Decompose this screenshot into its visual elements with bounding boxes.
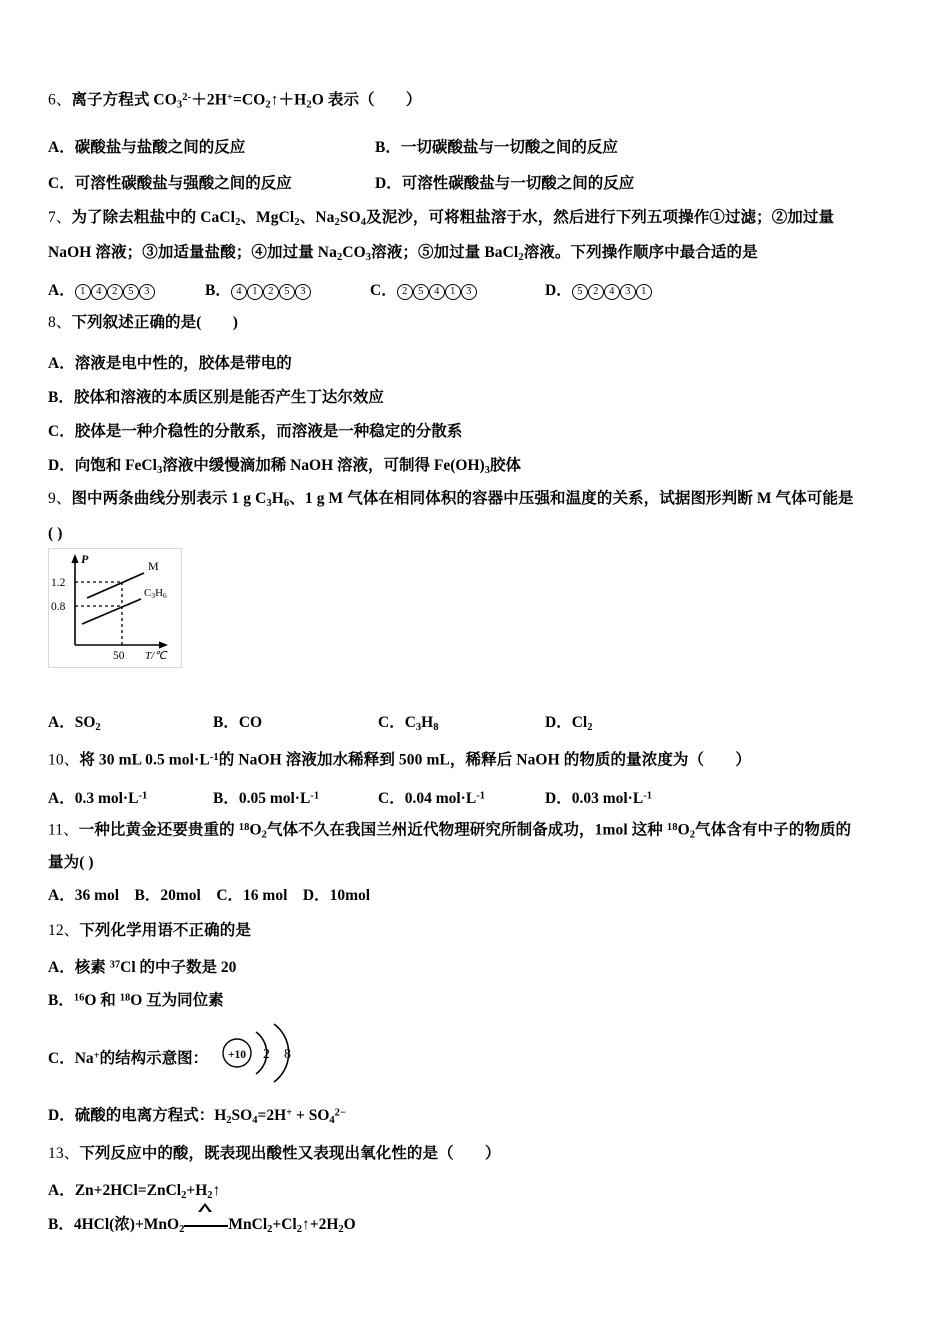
question-6-option-d[interactable] xyxy=(375,171,634,193)
q7-c-seq-4: 1 xyxy=(445,284,461,300)
shell-1-electron-count: 2 xyxy=(263,1047,270,1062)
question-9-stem-line1 xyxy=(48,489,854,514)
heating-condition-icon xyxy=(184,1214,228,1230)
pressure-temperature-chart xyxy=(49,549,179,665)
na-ion-structure-diagram xyxy=(218,1022,308,1082)
q8-opt-d-text-b: 溶液中缓慢滴加稀 NaOH 溶液，可制得 Fe(OH) xyxy=(162,457,485,474)
question-9-option-d[interactable] xyxy=(545,710,592,733)
q12-opt-d-sub3: 4 xyxy=(329,1114,335,1126)
q7-b-seq-5: 3 xyxy=(295,284,311,300)
q7-opt-a-label: A． xyxy=(48,282,75,299)
q9-l1a: 图中两条曲线分别表示 1 g C xyxy=(71,490,267,507)
question-13-option-a[interactable] xyxy=(48,1178,220,1201)
q13-opt-b-text-d: ↑+2H xyxy=(302,1216,339,1233)
q7-sub-cacl2: 2 xyxy=(235,216,241,228)
q10-opt-c-label: C． xyxy=(378,790,405,807)
q7-sub-mgcl2: 2 xyxy=(294,216,300,228)
q13-opt-b-text-a: 4HCl(浓)+MnO xyxy=(73,1216,180,1233)
q10-stem-b: 的 NaOH 溶液加水稀释到 500 mL，稀释后 NaOH 的物质的量浓度为（ ） xyxy=(218,751,751,769)
question-6-option-b[interactable] xyxy=(375,135,618,157)
q9-opt-a-label: A． xyxy=(48,714,75,731)
q7-a-seq-3: 2 xyxy=(107,284,123,300)
q10-opt-b-value: 0.05 mol·L xyxy=(238,790,311,807)
q12-opt-a-text-b: Cl 的中子数是 20 xyxy=(120,959,237,976)
chart-series-label-c3h6: C3H6 xyxy=(144,587,167,600)
q12-opt-d-sub2: 4 xyxy=(252,1114,258,1126)
question-11-stem-line1 xyxy=(48,818,851,845)
q10-opt-a-label: A． xyxy=(48,790,75,807)
question-9-option-b[interactable] xyxy=(213,710,262,732)
q6-opt-b-text: 一切碳酸盐与一切酸之间的反应 xyxy=(400,139,618,156)
q6-sup2: + xyxy=(226,92,233,103)
q6-stem-tail: O 表示（ ） xyxy=(311,91,422,109)
q13-opt-a-sub1: 2 xyxy=(181,1189,187,1201)
q10-opt-c-value: 0.04 mol·L xyxy=(404,790,477,807)
question-10-option-d[interactable] xyxy=(545,786,652,808)
q11-sub-2b: 2 xyxy=(689,829,696,841)
q12-opt-b-text-b: O 互为同位素 xyxy=(130,992,224,1009)
q13-opt-b-text-e: O xyxy=(343,1216,356,1233)
chart-xlabel: T/℃ xyxy=(145,650,167,662)
q9-l1e: 、1 g M 气体在相同体积的容器中压强和温度的关系，试据图形判断 M 气体可能是 xyxy=(289,490,854,507)
q7-l1c: 、Na xyxy=(299,209,335,226)
q7-a-seq-1: 1 xyxy=(75,284,91,300)
q12-opt-d-text-b: SO xyxy=(231,1107,253,1124)
q6-sub2: 2 xyxy=(265,99,271,111)
q8-opt-d-sub-a: 3 xyxy=(156,464,163,476)
q9-sub-c3: 3 xyxy=(266,497,272,509)
question-8-option-c[interactable] xyxy=(48,419,462,441)
question-10-option-a[interactable] xyxy=(48,786,147,808)
q8-opt-d-sub-b: 3 xyxy=(484,464,490,476)
q9-opt-d-label: D． xyxy=(545,714,572,731)
q9-opt-c-sub: 3 xyxy=(415,721,422,733)
q8-opt-a-text: 溶液是电中性的，胶体是带电的 xyxy=(74,355,292,372)
question-12-option-d[interactable] xyxy=(48,1103,346,1126)
question-9-option-a[interactable] xyxy=(48,710,101,733)
question-6-stem xyxy=(48,88,421,115)
q10-opt-d-value: 0.03 mol·L xyxy=(571,790,644,807)
q11-l1d: O xyxy=(677,821,690,839)
q6-stem-mid: ＋2H xyxy=(191,91,227,109)
q12-opt-d-label: D． xyxy=(48,1107,75,1124)
q7-l2a: NaOH 溶液；③加适量盐酸；④加过量 Na xyxy=(48,244,337,261)
question-8-option-d[interactable] xyxy=(48,453,521,476)
question-6-option-a[interactable] xyxy=(48,135,245,157)
q7-d-seq-1: 5 xyxy=(572,284,588,300)
q11-l2: 量为( ) xyxy=(48,854,94,871)
q7-c-seq-3: 4 xyxy=(429,284,445,300)
q7-opt-b-label: B． xyxy=(205,282,231,299)
q11-options-inline: A．36 mol B．20mol C．16 mol D．10mol xyxy=(48,887,371,904)
q13-opt-a-text-c: ↑ xyxy=(212,1182,221,1199)
q10-opt-a-sup: -1 xyxy=(138,790,148,802)
chart-xtick-50: 50 xyxy=(113,650,125,662)
shell-2-electron-count: 8 xyxy=(284,1047,291,1062)
reaction-bar xyxy=(184,1225,228,1227)
q8-opt-d-label: D． xyxy=(48,457,75,474)
q13-opt-a-text-a: Zn+2HCl=ZnCl xyxy=(74,1182,182,1199)
question-11-options-row[interactable] xyxy=(48,886,370,906)
q9-opt-d-formula: Cl xyxy=(571,714,588,731)
triangle-inner-icon xyxy=(201,1206,209,1212)
atom-shell-diagram xyxy=(218,1022,308,1084)
q8-stem-text: 下列叙述正确的是( ) xyxy=(71,314,238,331)
question-8-number: 8、 xyxy=(48,314,72,331)
q12-opt-a-sup: 37 xyxy=(109,959,121,971)
q12-opt-d-sub1: 2 xyxy=(226,1114,232,1126)
q12-opt-d-text-c: =2H xyxy=(257,1107,287,1124)
q8-opt-d-text-a: 向饱和 FeCl xyxy=(74,457,157,474)
question-12-option-a[interactable] xyxy=(48,955,236,977)
q7-b-seq-4: 5 xyxy=(279,284,295,300)
q7-b-seq-2: 1 xyxy=(247,284,263,300)
question-10-option-c[interactable] xyxy=(378,786,485,808)
q11-l1e: 气体含有中子的物质的 xyxy=(695,821,852,839)
q6-opt-c-text: 可溶性碳酸盐与强酸之间的反应 xyxy=(74,175,292,192)
q6-stem-arrow: ↑＋H xyxy=(270,91,307,109)
q8-opt-b-text: 胶体和溶液的本质区别是能否产生丁达尔效应 xyxy=(73,389,384,406)
q7-l1a: 为了除去粗盐中的 CaCl xyxy=(71,209,236,226)
q13-opt-b-sub4: 2 xyxy=(338,1223,344,1235)
question-8-stem xyxy=(48,313,238,333)
q7-d-seq-3: 4 xyxy=(604,284,620,300)
q7-a-seq-4: 5 xyxy=(123,284,139,300)
q7-c-seq-5: 3 xyxy=(461,284,477,300)
question-6-option-c[interactable] xyxy=(48,171,292,193)
question-12-option-c[interactable] xyxy=(48,1046,208,1068)
chart-ytick-0-8: 0.8 xyxy=(51,601,66,613)
question-9-stem-line2 xyxy=(48,524,63,544)
chart-ylabel: P xyxy=(81,552,89,566)
question-9-number: 9、 xyxy=(48,490,72,507)
q12-opt-d-text-d: + SO xyxy=(292,1107,330,1124)
q9-opt-a-sub: 2 xyxy=(95,721,101,733)
q9-l1c: H xyxy=(271,490,284,507)
q7-l1b: 、MgCl xyxy=(240,209,295,226)
q6-stem-lead: 离子方程式 CO xyxy=(71,91,177,109)
q7-l1e: 及泥沙，可将粗盐溶于水，然后进行下列五项操作①过滤；②加过量 xyxy=(366,209,835,226)
q10-stem-a: 将 30 mL 0.5 mol·L xyxy=(79,751,210,769)
q13-stem-text: 下列反应中的酸，既表现出酸性又表现出氧化性的是（ ） xyxy=(79,1145,501,1162)
q6-opt-d-text: 可溶性碳酸盐与一切酸之间的反应 xyxy=(401,175,635,192)
q9-sub-h6: 6 xyxy=(283,497,290,509)
question-7-number: 7、 xyxy=(48,209,72,226)
question-12-stem xyxy=(48,921,251,941)
q10-stem-sup: -1 xyxy=(209,752,219,763)
question-7-stem-line1 xyxy=(48,208,834,233)
q12-opt-a-text-a: 核素 xyxy=(74,959,110,976)
q12-opt-a-label: A． xyxy=(48,959,75,976)
q12-opt-c-label: C． xyxy=(48,1050,75,1067)
q10-opt-d-label: D． xyxy=(545,790,572,807)
q7-l2b: CO xyxy=(342,244,366,261)
q7-l2c: 溶液；⑤加过量 BaCl xyxy=(371,244,519,261)
q7-l2d: 溶液。下列操作顺序中最合适的是 xyxy=(523,244,758,261)
q7-sub-co3: 3 xyxy=(365,251,372,263)
q8-opt-a-label: A． xyxy=(48,355,75,372)
q13-opt-b-text-b: MnCl xyxy=(228,1216,268,1233)
q12-opt-b-label: B． xyxy=(48,992,74,1009)
question-8-option-a[interactable] xyxy=(48,351,292,373)
q11-sub-2a: 2 xyxy=(261,829,267,841)
q9-opt-a-formula: SO xyxy=(74,714,96,731)
q13-opt-a-sub2: 2 xyxy=(207,1189,213,1201)
q11-l1c: 气体不久在我国兰州近代物理研究所制备成功，1mol 这种 xyxy=(267,821,667,839)
q11-l1b: O xyxy=(249,821,262,839)
q6-opt-a-label: A． xyxy=(48,139,75,156)
q9-l2: ( ) xyxy=(48,525,63,542)
question-7-option-b[interactable] xyxy=(205,278,311,300)
q7-b-seq-1: 4 xyxy=(231,284,247,300)
q10-opt-a-value: 0.3 mol·L xyxy=(74,790,139,807)
pressure-temperature-figure xyxy=(48,548,182,668)
q6-opt-d-label: D． xyxy=(375,175,402,192)
question-8-option-b[interactable] xyxy=(48,385,384,407)
q12-opt-d-sup1: + xyxy=(286,1107,293,1119)
q12-opt-b-sup1: 16 xyxy=(73,992,85,1004)
q7-sub-na2: 2 xyxy=(334,216,340,228)
q8-opt-c-text: 胶体是一种介稳性的分散系，而溶液是一种稳定的分散系 xyxy=(74,423,463,440)
q6-stem-eq: =CO xyxy=(232,91,266,109)
q11-l1a: 一种比黄金还要贵重的 xyxy=(78,821,239,839)
q13-opt-b-sub2: 2 xyxy=(267,1223,273,1235)
question-10-number: 10、 xyxy=(48,751,80,769)
q7-d-seq-2: 2 xyxy=(588,284,604,300)
question-7-option-c[interactable] xyxy=(370,278,477,300)
q7-a-seq-5: 3 xyxy=(139,284,155,300)
question-7-stem-line2 xyxy=(48,243,758,268)
question-12-option-b[interactable] xyxy=(48,988,224,1010)
q8-opt-c-label: C． xyxy=(48,423,75,440)
q13-opt-a-label: A． xyxy=(48,1182,75,1199)
q10-opt-b-sup: -1 xyxy=(310,790,320,802)
question-7-option-a[interactable] xyxy=(48,278,155,300)
q6-opt-b-label: B． xyxy=(375,139,401,156)
chart-series-label-m: M xyxy=(148,559,159,573)
q7-c-seq-1: 2 xyxy=(397,284,413,300)
chart-ytick-1-2: 1.2 xyxy=(51,577,66,589)
q12-opt-b-sup2: 18 xyxy=(119,992,131,1004)
q7-a-seq-2: 4 xyxy=(91,284,107,300)
q13-opt-b-label: B． xyxy=(48,1216,74,1233)
q11-sup-18b: 18 xyxy=(666,822,678,833)
question-10-option-b[interactable] xyxy=(213,786,319,808)
q11-sup-18a: 18 xyxy=(238,822,250,833)
question-11-number: 11、 xyxy=(48,821,79,839)
q7-d-seq-4: 3 xyxy=(620,284,636,300)
q7-sub-bacl2: 2 xyxy=(518,251,524,263)
question-13-stem xyxy=(48,1144,501,1164)
q9-opt-c-formula: C xyxy=(404,714,416,731)
q7-sub-so4: 4 xyxy=(360,216,367,228)
q12-opt-c-text-a: Na xyxy=(74,1050,94,1067)
q7-d-seq-5: 1 xyxy=(636,284,652,300)
q6-sub3: 2 xyxy=(306,99,312,111)
q8-opt-d-text-c: 胶体 xyxy=(489,457,521,474)
q6-opt-a-text: 碳酸盐与盐酸之间的反应 xyxy=(74,139,246,156)
q13-opt-b-sub3: 2 xyxy=(296,1223,303,1235)
q9-opt-c-formula2: H xyxy=(421,714,434,731)
q9-opt-b-label: B． xyxy=(213,714,239,731)
q13-opt-a-text-b: +H xyxy=(186,1182,208,1199)
q10-opt-b-label: B． xyxy=(213,790,239,807)
question-9-option-c[interactable] xyxy=(378,710,439,733)
q12-opt-c-sup: + xyxy=(93,1050,100,1062)
q7-b-seq-3: 2 xyxy=(263,284,279,300)
q6-sub1: 3 xyxy=(176,99,183,111)
q7-l1d: SO xyxy=(339,209,361,226)
question-10-stem xyxy=(48,748,751,770)
q9-opt-c-label: C． xyxy=(378,714,405,731)
q7-c-seq-2: 5 xyxy=(413,284,429,300)
q13-opt-b-text-c: +Cl xyxy=(272,1216,297,1233)
question-13-option-b[interactable] xyxy=(48,1212,356,1235)
q10-opt-d-sup: -1 xyxy=(643,790,652,802)
question-12-number: 12、 xyxy=(48,922,80,939)
q12-opt-d-sup2: 2− xyxy=(334,1107,346,1119)
q9-opt-b-formula: CO xyxy=(238,714,263,731)
q7-sub-na2co3: 2 xyxy=(336,251,343,263)
question-7-option-d[interactable] xyxy=(545,278,652,300)
q10-opt-c-sup: -1 xyxy=(476,790,485,802)
q12-opt-d-text-a: 硫酸的电离方程式：H xyxy=(74,1107,227,1124)
q12-opt-b-text-a: O 和 xyxy=(84,992,120,1009)
q12-opt-c-text-b: 的结构示意图： xyxy=(99,1050,209,1067)
q13-opt-b-sub1: 2 xyxy=(179,1223,185,1235)
nucleus-charge-label: +10 xyxy=(227,1049,247,1061)
q9-opt-d-sub: 2 xyxy=(587,721,593,733)
q7-opt-d-label: D． xyxy=(545,282,572,299)
question-13-number: 13、 xyxy=(48,1145,80,1162)
q7-opt-c-label: C． xyxy=(370,282,397,299)
q6-sup1: 2- xyxy=(182,92,192,103)
q8-opt-b-label: B． xyxy=(48,389,74,406)
question-11-stem-line2 xyxy=(48,853,94,873)
question-6-number: 6、 xyxy=(48,91,72,109)
q6-opt-c-label: C． xyxy=(48,175,75,192)
q9-opt-c-sub2: 8 xyxy=(433,721,439,733)
q12-stem-text: 下列化学用语不正确的是 xyxy=(79,922,251,939)
